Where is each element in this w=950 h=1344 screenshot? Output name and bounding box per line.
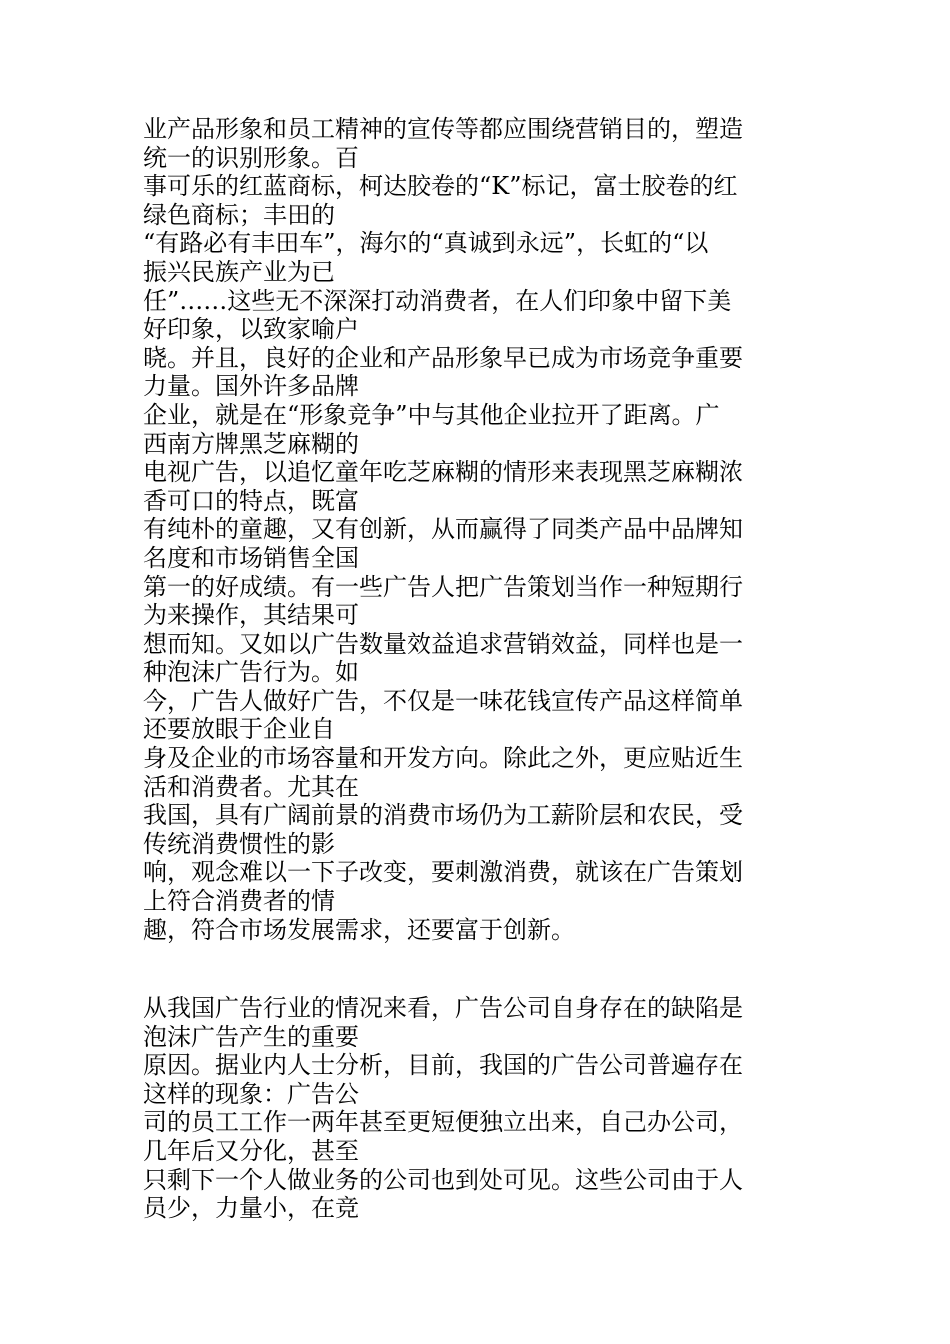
text-line: 上符合消费者的情 <box>143 887 335 916</box>
text-line: 香可口的特点，既富 <box>143 486 359 515</box>
text-line: 西南方牌黑芝麻糊的 <box>143 429 359 458</box>
text-line: 振兴民族产业为已 <box>143 257 335 286</box>
text-line: 为来操作，其结果可 <box>143 601 359 630</box>
paragraph-1 <box>143 115 823 944</box>
text-line: 还要放眼于企业自 <box>143 715 335 744</box>
text-line: 这样的现象：广告公 <box>143 1079 359 1108</box>
text-line: 几年后又分化，甚至 <box>143 1136 359 1165</box>
text-line: 原因。据业内人士分析，目前，我国的广告公司普遍存在 <box>143 1051 743 1080</box>
text-line: 业产品形象和员工精神的宣传等都应围绕营销目的，塑造 <box>143 115 743 143</box>
text-line: 只剩下一个人做业务的公司也到处可见。这些公司由于人 <box>143 1165 743 1194</box>
text-line: 种泡沫广告行为。如 <box>143 658 359 687</box>
text-line: 企业，就是在“形象竞争”中与其他企业拉开了距离。广 <box>143 400 720 429</box>
text-line: 趣，符合市场发展需求，还要富于创新。 <box>143 915 575 944</box>
text-line: 从我国广告行业的情况来看，广告公司自身存在的缺陷是 <box>143 994 743 1022</box>
text-line: 名度和市场销售全国 <box>143 543 359 572</box>
text-line: 响，观念难以一下子改变，要刺激消费，就该在广告策划 <box>143 858 743 887</box>
text-line: 泡沫广告产生的重要 <box>143 1022 359 1051</box>
text-line: 事可乐的红蓝商标，柯达胶卷的“K”标记，富士胶卷的红 <box>143 172 738 201</box>
text-line: 传统消费惯性的影 <box>143 829 335 858</box>
text-line: 我国，具有广阔前景的消费市场仍为工薪阶层和农民，受 <box>143 801 743 830</box>
text-line: 力量。国外许多品牌 <box>143 372 359 401</box>
text-line: 统一的识别形象。百 <box>143 143 359 172</box>
text-line: 身及企业的市场容量和开发方向。除此之外，更应贴近生 <box>143 744 743 773</box>
text-line: 有纯朴的童趣，又有创新，从而赢得了同类产品中品牌知 <box>143 515 743 544</box>
text-line: 活和消费者。尤其在 <box>143 772 359 801</box>
text-line: 员少，力量小，在竞 <box>143 1194 359 1223</box>
text-line: 电视广告，以追忆童年吃芝麻糊的情形来表现黑芝麻糊浓 <box>143 458 743 487</box>
text-line: 司的员工工作一两年甚至更短便独立出来，自己办公司， <box>143 1108 743 1137</box>
text-line: 绿色商标；丰田的 <box>143 200 335 229</box>
text-line: 想而知。又如以广告数量效益追求营销效益，同样也是一 <box>143 629 743 658</box>
text-line: 今，广告人做好广告，不仅是一味花钱宣传产品这样简单 <box>143 686 743 715</box>
text-line: “有路必有丰田车”，海尔的“真诚到永远”，长虹的“以 <box>143 229 709 258</box>
text-line: 第一的好成绩。有一些广告人把广告策划当作一种短期行 <box>143 572 743 601</box>
paragraph-2 <box>143 994 823 1223</box>
text-line: 晓。并且，良好的企业和产品形象早已成为市场竞争重要 <box>143 343 743 372</box>
text-line: 好印象，以致家喻户 <box>143 315 359 344</box>
text-line: 任”……这些无不深深打动消费者，在人们印象中留下美 <box>143 286 732 315</box>
